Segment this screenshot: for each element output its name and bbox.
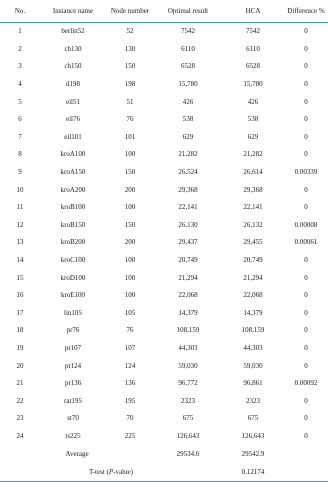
- header-row: [0, 0, 328, 23]
- cell-instance-name: kroA100: [60, 150, 86, 159]
- cell-no: 18: [16, 326, 24, 335]
- cell-difference: 0.00339: [294, 168, 318, 177]
- cell-node-number: 100: [124, 150, 136, 159]
- cell-hca: 21,294: [243, 273, 263, 282]
- table-row: [0, 287, 328, 305]
- cell-optimal-result: 29,437: [178, 238, 198, 247]
- cell-no: 17: [16, 308, 24, 317]
- cell-optimal-result: 44,303: [178, 343, 198, 352]
- cell-difference: 0: [304, 150, 308, 159]
- table-row: [0, 410, 328, 428]
- table-row: [0, 305, 328, 323]
- cell-difference: 0: [304, 97, 308, 106]
- cell-difference: 0: [304, 203, 308, 212]
- cell-hca: 2323: [246, 396, 260, 405]
- cell-no: 22: [16, 396, 24, 405]
- cell-instance-name: ts225: [65, 431, 81, 440]
- cell-optimal-result: 6110: [181, 44, 195, 53]
- cell-optimal-result: 7542: [181, 27, 195, 36]
- cell-no: 12: [16, 220, 24, 229]
- cell-instance-name: pr76: [66, 326, 80, 335]
- table-row: [0, 146, 328, 164]
- cell-instance-name: kroA150: [60, 168, 86, 177]
- cell-optimal-result: 26,130: [178, 220, 198, 229]
- cell-node-number: 225: [124, 431, 136, 440]
- cell-hca: 7542: [246, 27, 260, 36]
- cell-no: 5: [18, 97, 22, 106]
- cell-hca: 20,749: [243, 256, 263, 265]
- cell-difference: 0.00061: [294, 238, 318, 247]
- cell-optimal-result: 26,524: [178, 168, 198, 177]
- cell-hca: 29,368: [243, 185, 263, 194]
- cell-node-number: 52: [126, 27, 134, 36]
- table-row: [0, 217, 328, 235]
- cell-optimal-result: 20,749: [178, 256, 198, 265]
- cell-hca: 26,132: [243, 220, 263, 229]
- cell-no: 11: [16, 203, 24, 212]
- cell-node-number: 130: [124, 44, 136, 53]
- cell-no: 9: [18, 168, 22, 177]
- cell-node-number: 136: [124, 379, 136, 388]
- cell-node-number: 200: [124, 238, 136, 247]
- average-label: Average: [65, 449, 89, 458]
- cell-difference: 0: [304, 80, 308, 89]
- cell-difference: 0: [304, 132, 308, 141]
- cell-optimal-result: 22,141: [178, 203, 198, 212]
- cell-optimal-result: 2323: [181, 396, 195, 405]
- cell-node-number: 51: [126, 97, 134, 106]
- table-footer: [0, 445, 328, 482]
- cell-instance-name: d198: [66, 80, 80, 89]
- cell-difference: 0: [304, 343, 308, 352]
- cell-optimal-result: 21,282: [178, 150, 198, 159]
- cell-optimal-result: 29,368: [178, 185, 198, 194]
- cell-node-number: 70: [126, 414, 134, 423]
- cell-hca: 675: [247, 414, 259, 423]
- cell-node-number: 150: [124, 220, 136, 229]
- cell-node-number: 76: [126, 326, 134, 335]
- header-node-number: Node number: [106, 0, 154, 23]
- table-row: [0, 234, 328, 252]
- cell-difference: 0: [304, 431, 308, 440]
- cell-optimal-result: 6528: [181, 62, 195, 71]
- cell-difference: 0: [304, 308, 308, 317]
- cell-no: 21: [16, 379, 24, 388]
- cell-instance-name: rat195: [64, 396, 82, 405]
- cell-instance-name: kroB100: [60, 203, 86, 212]
- table-header: [0, 0, 328, 23]
- cell-no: 2: [18, 44, 22, 53]
- ttest-value: 0.12174: [222, 463, 284, 482]
- cell-hca: 26,614: [243, 168, 263, 177]
- cell-optimal-result: 96,772: [178, 379, 198, 388]
- cell-hca: 96,861: [243, 379, 263, 388]
- cell-optimal-result: 14,379: [178, 308, 198, 317]
- table-row: [0, 392, 328, 410]
- cell-instance-name: berlin52: [61, 27, 85, 36]
- table-row: [0, 181, 328, 199]
- cell-no: 16: [16, 291, 24, 300]
- cell-instance-name: kroA200: [60, 185, 86, 194]
- table-row: [0, 199, 328, 217]
- cell-difference: 0: [304, 44, 308, 53]
- cell-optimal-result: 15,780: [178, 80, 198, 89]
- table-row: [0, 93, 328, 111]
- cell-node-number: 76: [126, 115, 134, 124]
- average-diff: [284, 445, 328, 463]
- cell-hca: 426: [247, 97, 259, 106]
- cell-instance-name: eil51: [66, 97, 80, 106]
- cell-no: 8: [18, 150, 22, 159]
- cell-no: 15: [16, 273, 24, 282]
- cell-hca: 6528: [246, 62, 260, 71]
- cell-instance-name: pr107: [64, 343, 82, 352]
- cell-instance-name: lin105: [64, 308, 82, 317]
- cell-node-number: 101: [124, 132, 136, 141]
- cell-no: 6: [18, 115, 22, 124]
- table-row: [0, 58, 328, 76]
- cell-no: 24: [16, 431, 24, 440]
- cell-node-number: 100: [124, 203, 136, 212]
- cell-no: 3: [18, 62, 22, 71]
- header-optimal-result: Optimal result: [154, 0, 222, 23]
- cell-instance-name: eil76: [66, 115, 80, 124]
- cell-instance-name: ch130: [64, 44, 82, 53]
- cell-hca: 14,379: [243, 308, 263, 317]
- cell-optimal-result: 538: [182, 115, 194, 124]
- cell-optimal-result: 108,159: [176, 326, 200, 335]
- cell-no: 13: [16, 238, 24, 247]
- table-body: [0, 23, 328, 446]
- cell-hca: 44,303: [243, 343, 263, 352]
- cell-no: 20: [16, 361, 24, 370]
- header-hca: HCA: [222, 0, 284, 23]
- table-row: [0, 252, 328, 270]
- table-row: [0, 340, 328, 358]
- cell-no: 1: [18, 27, 22, 36]
- table-row: [0, 269, 328, 287]
- table-row: [0, 111, 328, 129]
- cell-optimal-result: 126,643: [176, 431, 200, 440]
- cell-hca: 21,282: [243, 150, 263, 159]
- cell-optimal-result: 629: [182, 132, 194, 141]
- cell-no: 4: [18, 80, 22, 89]
- cell-no: 10: [16, 185, 24, 194]
- cell-difference: 0: [304, 291, 308, 300]
- table-row: [0, 23, 328, 41]
- cell-no: 14: [16, 256, 24, 265]
- cell-node-number: 150: [124, 168, 136, 177]
- table-row: [0, 322, 328, 340]
- cell-optimal-result: 22,068: [178, 291, 198, 300]
- cell-hca: 15,780: [243, 80, 263, 89]
- cell-difference: 0: [304, 396, 308, 405]
- ttest-row: [0, 463, 328, 482]
- cell-instance-name: kroE100: [60, 291, 86, 300]
- table-row: [0, 41, 328, 59]
- cell-instance-name: kroC100: [60, 256, 86, 265]
- ttest-empty: [284, 463, 328, 482]
- cell-optimal-result: 426: [182, 97, 194, 106]
- cell-hca: 629: [247, 132, 259, 141]
- cell-node-number: 124: [124, 361, 136, 370]
- cell-difference: 0.00092: [294, 379, 318, 388]
- cell-no: 19: [16, 343, 24, 352]
- cell-hca: 29,455: [243, 238, 263, 247]
- cell-instance-name: kroB150: [60, 220, 86, 229]
- table-row: [0, 357, 328, 375]
- cell-difference: 0: [304, 414, 308, 423]
- table-row: [0, 76, 328, 94]
- cell-no: 23: [16, 414, 24, 423]
- cell-optimal-result: 675: [182, 414, 194, 423]
- cell-optimal-result: 21,294: [178, 273, 198, 282]
- cell-node-number: 198: [124, 80, 136, 89]
- cell-no: 7: [18, 132, 22, 141]
- cell-instance-name: st70: [67, 414, 79, 423]
- cell-hca: 126,643: [241, 431, 265, 440]
- table-row: [0, 129, 328, 147]
- cell-instance-name: ch150: [64, 62, 82, 71]
- cell-node-number: 107: [124, 343, 136, 352]
- table-row: [0, 164, 328, 182]
- cell-node-number: 195: [124, 396, 136, 405]
- cell-difference: 0.00008: [294, 220, 318, 229]
- cell-difference: 0: [304, 326, 308, 335]
- cell-difference: 0: [304, 185, 308, 194]
- cell-node-number: 150: [124, 62, 136, 71]
- cell-hca: 22,141: [243, 203, 263, 212]
- cell-difference: 0: [304, 361, 308, 370]
- cell-node-number: 100: [124, 273, 136, 282]
- cell-hca: 59,030: [243, 361, 263, 370]
- cell-hca: 6110: [246, 44, 260, 53]
- cell-instance-name: pr124: [64, 361, 82, 370]
- cell-node-number: 100: [124, 291, 136, 300]
- average-hca: 29542.9: [241, 449, 265, 458]
- header-instance-name: Instance name: [40, 0, 106, 23]
- average-optimal: 29534.6: [176, 449, 200, 458]
- average-row: [0, 445, 328, 463]
- cell-instance-name: eil101: [64, 132, 82, 141]
- ttest-label: T-test (P-value): [0, 463, 222, 482]
- table-row: [0, 375, 328, 393]
- cell-node-number: 200: [124, 185, 136, 194]
- cell-node-number: 100: [124, 256, 136, 265]
- cell-difference: 0: [304, 115, 308, 124]
- cell-difference: 0: [304, 273, 308, 282]
- cell-instance-name: pr136: [64, 379, 82, 388]
- cell-hca: 108,159: [241, 326, 265, 335]
- cell-difference: 0: [304, 62, 308, 71]
- cell-instance-name: kroB200: [60, 238, 86, 247]
- cell-instance-name: kroD100: [60, 273, 86, 282]
- cell-hca: 538: [247, 115, 259, 124]
- header-difference: Difference %: [284, 0, 328, 23]
- cell-hca: 22,068: [243, 291, 263, 300]
- cell-node-number: 105: [124, 308, 136, 317]
- table-row: [0, 428, 328, 446]
- header-no: No.: [0, 0, 40, 23]
- cell-difference: 0: [304, 27, 308, 36]
- cell-optimal-result: 59,030: [178, 361, 198, 370]
- cell-difference: 0: [304, 256, 308, 265]
